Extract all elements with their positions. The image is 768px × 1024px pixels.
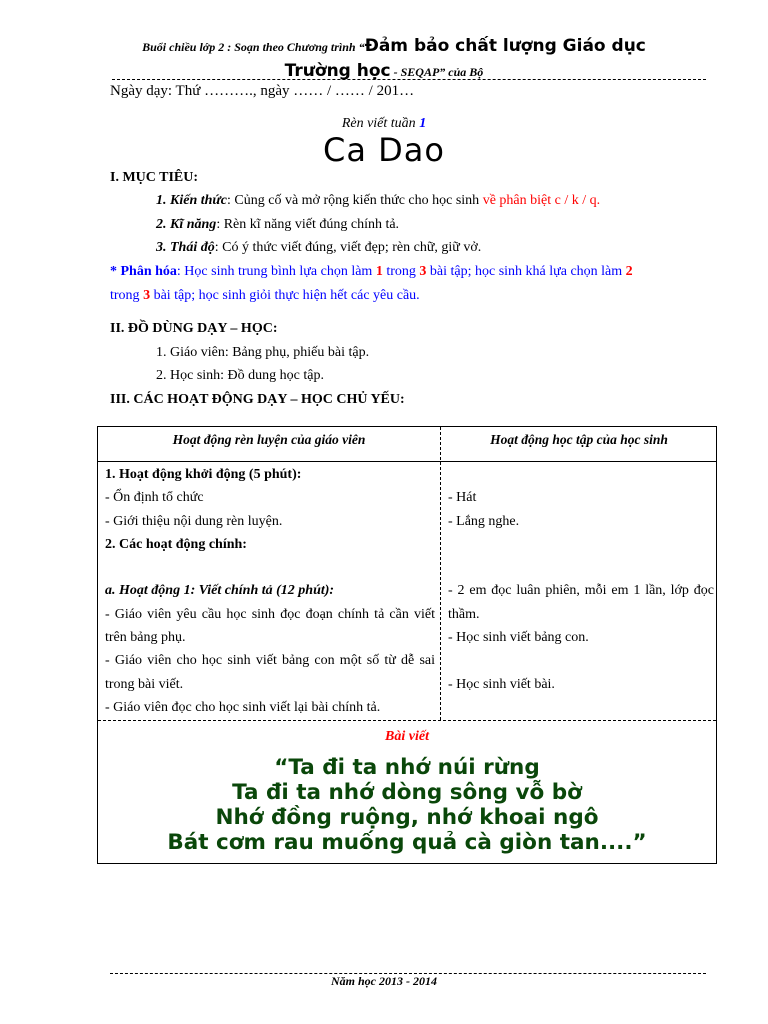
program-line-1 <box>20 34 768 59</box>
spacer <box>448 533 714 556</box>
poem-block <box>98 755 716 855</box>
diff-text-2: trong <box>382 264 420 279</box>
student-step: - Học sinh viết bảng con. <box>448 630 589 646</box>
objective-knowledge <box>156 189 600 213</box>
header-row-divider <box>98 461 716 462</box>
objective-attitude <box>156 236 481 260</box>
material-item: 2. Học sinh: Đồ dung học tập. <box>156 368 324 383</box>
section-activities-heading: III. CÁC HOẠT ĐỘNG DẠY – HỌC CHỦ YẾU: <box>110 392 405 407</box>
table-bottom-border <box>98 863 716 864</box>
writing-divider <box>98 720 716 721</box>
objective-skill <box>156 213 399 237</box>
writing-label: Bài viết <box>385 729 429 744</box>
attitude-text: : Có ý thức viết đúng, viết đẹp; rèn chữ, giữ vở. <box>214 240 482 255</box>
attitude-label: 3. Thái độ <box>156 240 215 255</box>
student-step: - 2 em đọc luân phiên, mỗi em 1 lần, lớp đọc thầm. <box>448 583 714 622</box>
teacher-step: - Giới thiệu nội dung rèn luyện. <box>105 513 283 529</box>
knowledge-label: 1. Kiến thức <box>156 193 228 208</box>
activity1-title: a. Hoạt động 1: Viết chính tả (12 phút): <box>105 583 335 599</box>
student-activities-cell <box>448 463 714 696</box>
main-activities-title: 2. Các hoạt động chính: <box>105 536 247 552</box>
header-divider <box>112 79 706 80</box>
poem-line: Ta đi ta nhớ dòng sông vỗ bờ <box>232 780 582 805</box>
knowledge-highlight: về phân biệt c / k / q. <box>482 193 601 208</box>
week-number: 1 <box>419 116 427 131</box>
subtitle-text: Rèn viết tuần <box>341 116 420 131</box>
spacer <box>105 556 435 579</box>
program-name-1: Đảm bảo chất lượng Giáo dục <box>364 36 646 56</box>
lesson-subtitle <box>0 116 768 132</box>
spacer <box>448 463 714 486</box>
skill-text: : Rèn kĩ năng viết đúng chính tả. <box>216 217 400 232</box>
diff-num-2: 3 <box>419 264 427 279</box>
warmup-title: 1. Hoạt động khởi động (5 phút): <box>105 467 302 482</box>
student-step: - Hát <box>448 490 477 506</box>
program-prefix: Buổi chiều lớp 2 : Soạn theo Chương trình “ <box>142 40 365 54</box>
teach-date: Ngày dạy: Thứ ………., ngày …… / …… / 201… <box>110 83 415 99</box>
school-year: Năm học 2013 - 2014 <box>331 974 437 988</box>
activity-table <box>97 426 717 864</box>
spacer <box>448 556 714 579</box>
section-objectives-heading: I. MỤC TIÊU: <box>110 170 199 185</box>
teacher-step: - Ổn định tổ chức <box>105 490 204 506</box>
column-divider <box>440 427 441 720</box>
student-step: - Học sinh viết bài. <box>448 676 555 692</box>
teacher-step: - Giáo viên yêu cầu học sinh đọc đoạn chính tả cần viết trên bảng phụ. <box>105 606 435 646</box>
program-suffix: - SEQAP” của Bộ <box>390 65 484 79</box>
student-column-header: Hoạt động học tập của học sinh <box>490 432 668 447</box>
diff-text-3: bài tập; học sinh khá lựa chọn làm <box>426 264 626 279</box>
teacher-column-header: Hoạt động rèn luyện của giáo viên <box>172 432 366 447</box>
lesson-title: Ca Dao <box>323 131 445 169</box>
diff-label: * Phân hóa <box>110 264 177 279</box>
teacher-step: - Giáo viên đọc cho học sinh viết lại bài chính tả. <box>105 699 381 715</box>
diff-text-4: trong <box>110 288 144 303</box>
teacher-step: - Giáo viên cho học sinh viết bảng con một số từ dễ sai trong bài viết. <box>105 653 435 692</box>
diff-num-4: 3 <box>143 288 151 303</box>
poem-line: “Ta đi ta nhớ núi rừng <box>274 755 540 780</box>
skill-label: 2. Kĩ năng <box>156 217 217 232</box>
student-step: - Lắng nghe. <box>448 513 520 529</box>
diff-text-1: : Học sinh trung bình lựa chọn làm <box>176 264 376 279</box>
teacher-activities-cell <box>105 463 435 719</box>
knowledge-text: : Củng cố và mở rộng kiến thức cho học sinh <box>227 193 483 208</box>
diff-num-1: 1 <box>375 264 383 279</box>
spacer <box>448 649 714 672</box>
page-header <box>0 34 768 84</box>
material-item: 1. Giáo viên: Bảng phụ, phiếu bài tập. <box>156 345 370 360</box>
poem-line: Nhớ đồng ruộng, nhớ khoai ngô <box>215 805 599 830</box>
diff-num-3: 2 <box>625 264 633 279</box>
program-name-2: Trường học <box>284 61 391 81</box>
diff-text-5: bài tập; học sinh giỏi thực hiện hết các yêu cầu. <box>150 288 420 303</box>
differentiation-paragraph <box>110 260 710 308</box>
poem-line: Bát cơm rau muống quả cà giòn tan....” <box>167 830 647 855</box>
section-materials-heading: II. ĐỒ DÙNG DẠY – HỌC: <box>110 321 278 336</box>
